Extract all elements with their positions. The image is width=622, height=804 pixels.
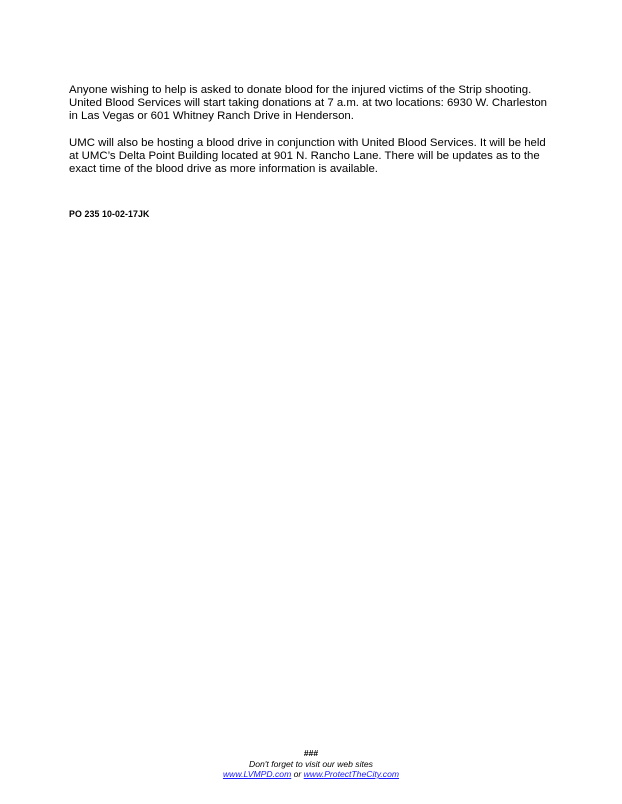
- paragraph-line: exact time of the blood drive as more information is available.: [69, 163, 378, 176]
- paragraph-line: at UMC’s Delta Point Building located at 901 N. Rancho Lane. There will be updates as to the: [69, 149, 540, 162]
- link-separator: or: [291, 769, 304, 779]
- press-release-body: [69, 84, 559, 189]
- footer-links: [0, 769, 622, 780]
- reference-code: PO 235 10-02-17JK: [69, 209, 150, 219]
- protect-the-city-link[interactable]: www.ProtectTheCity.com: [303, 769, 400, 779]
- paragraph-donation-info: [69, 84, 559, 124]
- end-marks: ###: [303, 748, 319, 758]
- paragraph-line: in Las Vegas or 601 Whitney Ranch Drive in Henderson.: [69, 110, 354, 123]
- paragraph-line: Anyone wishing to help is asked to donate blood for the injured victims of the Strip shooting.: [69, 84, 532, 96]
- paragraph-line: UMC will also be hosting a blood drive in conjunction with United Blood Services. It will be held: [69, 136, 546, 149]
- footer: [0, 748, 622, 780]
- paragraph-line: United Blood Services will start taking donations at 7 a.m. at two locations: 6930 W. Charleston: [69, 97, 548, 110]
- lvmpd-link[interactable]: www.LVMPD.com: [222, 769, 292, 779]
- paragraph-umc-blood-drive: [69, 137, 559, 177]
- visit-text: Don't forget to visit our web sites: [249, 758, 373, 769]
